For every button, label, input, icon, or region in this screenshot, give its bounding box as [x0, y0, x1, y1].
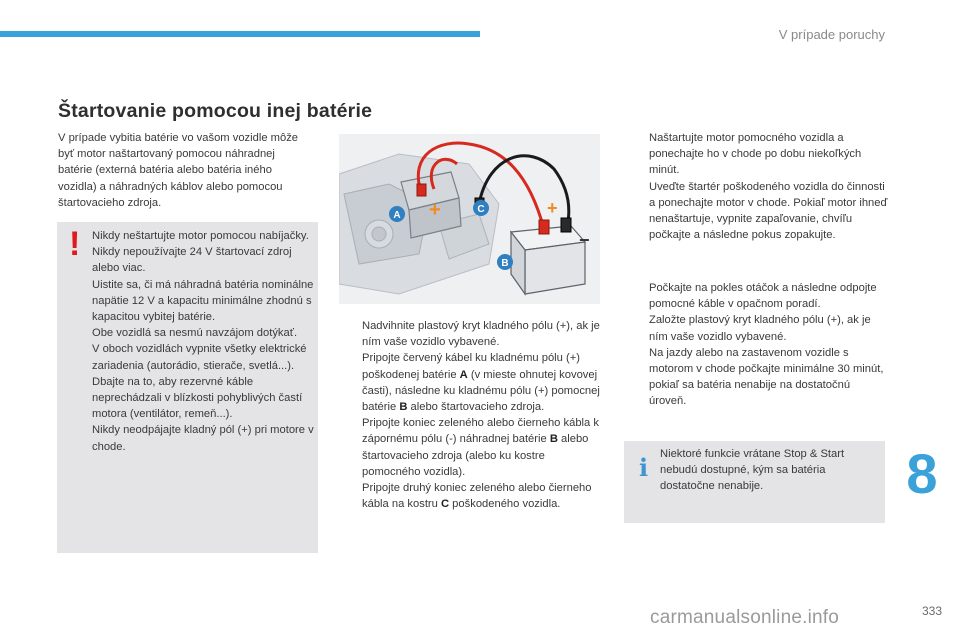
warning-line: Uistite sa, či má náhradná batéria nominálne napätie 12 V a kapacitu minimálne zhodnú s kapacitou vybitej batérie. [92, 278, 314, 324]
step-text: Založte plastový kryt kladného pólu (+), ak je ním vaše vozidlo vybavené. [649, 314, 871, 343]
step-text: poškodeného vozidla. [449, 498, 561, 511]
warning-line: Nikdy neodpájajte kladný pól (+) pri motore v chode. [92, 424, 314, 453]
step-text: (v mieste ohnutej kovovej časti), následne ku kladnému pólu (+) pomocnej batérie [362, 368, 600, 414]
info-icon: i [639, 453, 649, 482]
minus-mark-helper: − [579, 230, 590, 250]
step-ref-b: B [399, 401, 408, 414]
step-text: Na jazdy alebo na zastavenom vozidle s motorom v chode počkajte minimálne 30 minút, pokiaľ sa batéria nenabije na dostatočnú úroveň. [649, 346, 884, 408]
list-item [626, 312, 888, 344]
list-item [339, 350, 601, 415]
list-item [339, 480, 601, 512]
step-text: Počkajte na pokles otáčok a následne odpojte pomocné káble v opačnom poradí. [649, 282, 877, 311]
list-item [339, 415, 601, 480]
warning-line: V oboch vozidlách vypnite všetky elektrické zariadenia (autorádio, stierače, svetlá...). [92, 343, 307, 372]
warning-line: Nikdy nepoužívajte 24 V štartovací zdroj alebo viac. [92, 246, 292, 275]
plus-mark-helper: + [547, 198, 558, 218]
disconnection-steps [626, 280, 888, 410]
step-text: alebo štartovacieho zdroja. [407, 401, 545, 414]
info-text: Niektoré funkcie vrátane Stop & Start nebudú dostupné, kým sa batéria dostatočne nenabije. [660, 448, 845, 493]
warning-box [57, 222, 318, 553]
watermark: carmanualsonline.info [650, 607, 840, 628]
step-text: Nadvihnite plastový kryt kladného pólu (+), ak je ním vaše vozidlo vybavené. [362, 320, 600, 349]
warning-line: Obe vozidlá sa nesmú navzájom dotýkať. [92, 327, 298, 340]
plus-mark-damaged: + [429, 199, 441, 221]
list-item [626, 179, 888, 244]
step-text: Pripojte druhý koniec zeleného alebo čierneho kábla na kostru [362, 482, 592, 511]
step-text: Uveďte štartér poškodeného vozidla do činnosti a ponechajte motor v chode. Pokiaľ motor ihneď nenaštartuje, vypnite zapaľovanie, chvíľu počkajte a následne pokus zopakujte. [649, 180, 888, 242]
header-accent-bar [0, 31, 480, 37]
list-item [626, 280, 888, 312]
list-item [339, 318, 601, 350]
label-c: C [477, 204, 485, 215]
list-item [626, 130, 888, 179]
label-b: B [501, 258, 509, 269]
chapter-number: 8 [906, 442, 938, 505]
engine-bay-drawing [339, 134, 600, 304]
label-a: A [393, 210, 401, 221]
step-ref-b: B [549, 433, 558, 446]
step-ref-c: C [440, 498, 450, 511]
warning-line: Dbajte na to, aby rezervné káble neprechádzali v blízkosti pohyblivých častí motora (ventilátor, remeň...). [92, 375, 303, 421]
page-title: Štartovanie pomocou inej batérie [58, 100, 373, 122]
step-text: alebo štartovacieho zdroja (alebo ku kostre pomocného vozidla). [362, 433, 589, 478]
info-box [624, 441, 885, 523]
connection-steps [339, 318, 601, 512]
page-number: 333 [921, 604, 942, 618]
list-item [626, 345, 888, 410]
exclamation-icon: ! [69, 225, 81, 263]
warning-line: Nikdy neštartujte motor pomocou nabíjačky. [92, 230, 309, 242]
step-ref-a: A [459, 368, 468, 381]
section-title: V prípade poruchy [778, 27, 885, 42]
warning-text [92, 228, 316, 455]
step-text: Pripojte červený kábel ku kladnému pólu (+) poškodenej batérie [362, 352, 580, 381]
step-text: Naštartujte motor pomocného vozidla a ponechajte ho v chode po dobu niekoľkých minút. [649, 132, 862, 177]
step-text: Pripojte koniec zeleného alebo čierneho kábla k zápornému pólu (-) náhradnej batérie [362, 417, 599, 446]
starting-steps [626, 130, 888, 243]
jump-start-illustration [339, 134, 600, 304]
intro-paragraph: V prípade vybitia batérie vo vašom vozidle môže byť motor naštartovaný pomocou náhradnej batérie (externá batéria alebo batéria iného vozidla) a náhradných káblov alebo pomocou štartovacieho zdroja. [58, 132, 299, 209]
